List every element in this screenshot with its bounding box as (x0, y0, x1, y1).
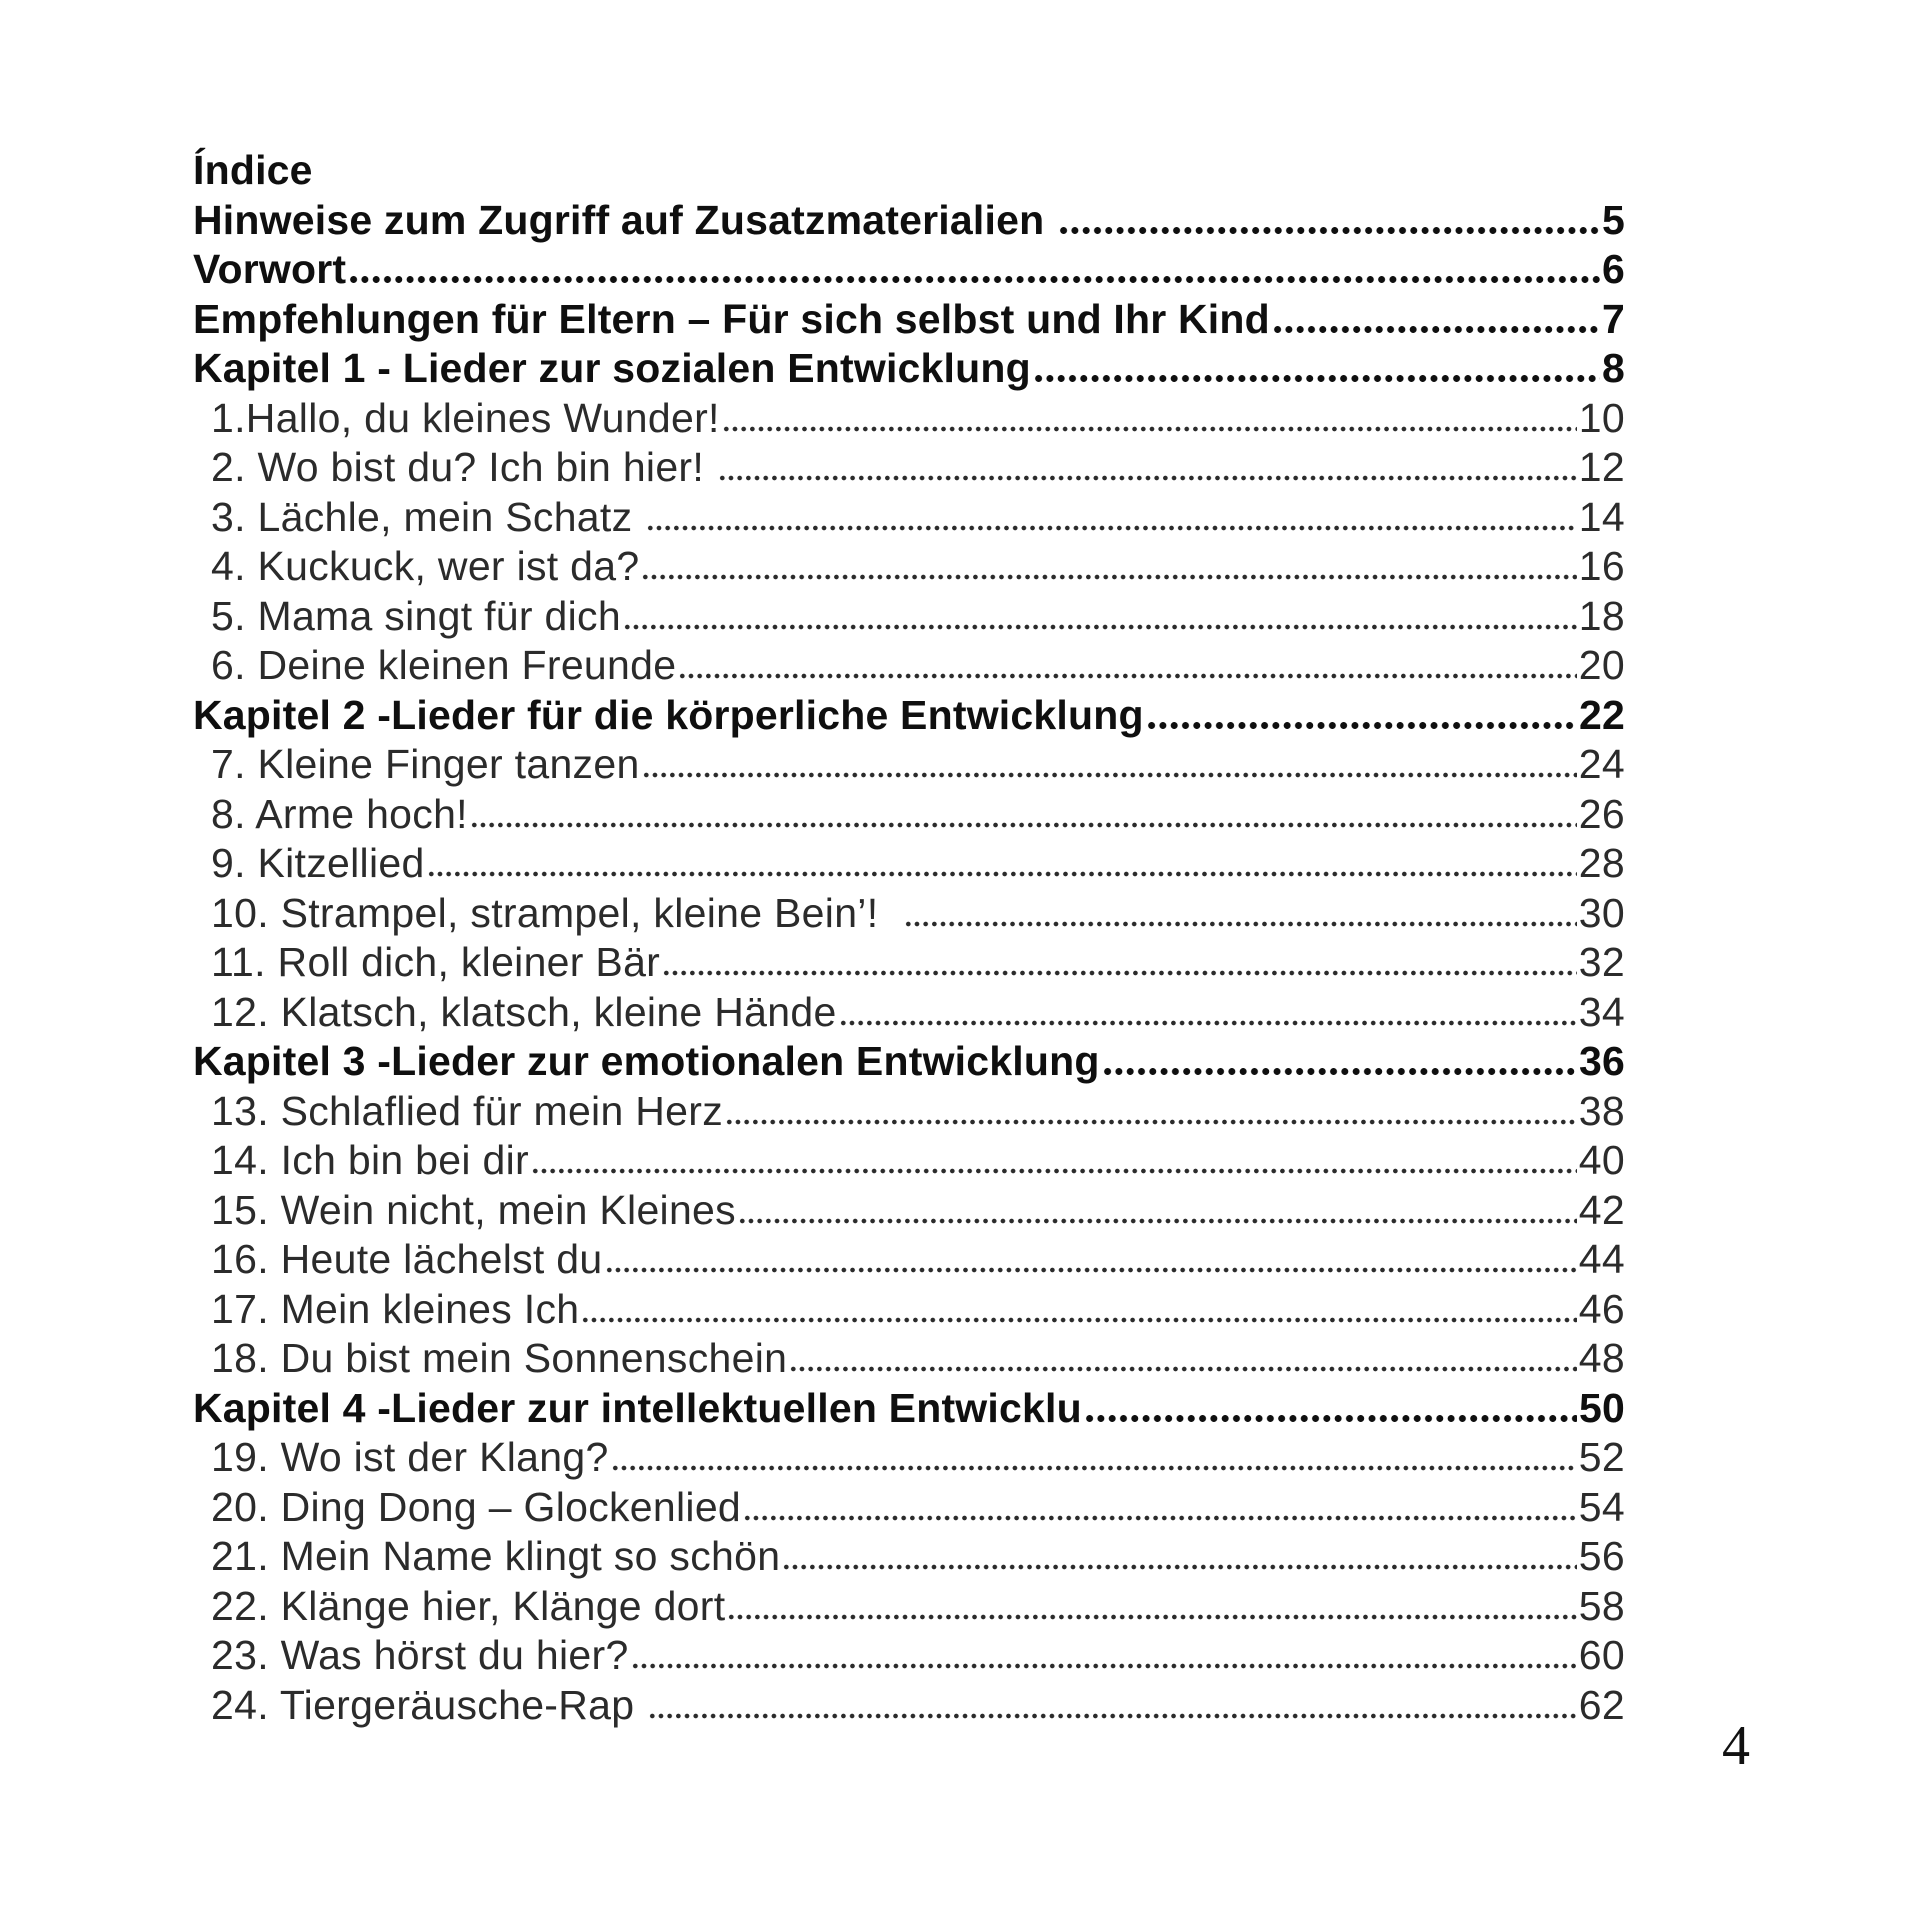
toc-entry-label: 1.Hallo, du kleines Wunder! (211, 394, 720, 441)
dot-leader (662, 970, 1577, 976)
toc-entry-label: 17. Mein kleines Ich (211, 1285, 580, 1332)
toc-entry (193, 1631, 1625, 1681)
toc-entry (193, 641, 1625, 691)
toc-entry-page: 52 (1578, 1434, 1625, 1480)
toc-entry-label: 15. Wein nicht, mein Kleines (211, 1186, 736, 1233)
toc-entry-label: 5. Mama singt für dich (211, 592, 621, 639)
toc-entry-label: 10. Strampel, strampel, kleine Bein’! (211, 889, 902, 936)
toc-entry (193, 1235, 1625, 1285)
toc-entry-list (193, 196, 1625, 1731)
dot-leader (642, 772, 1577, 778)
toc-entry-page: 8 (1601, 345, 1625, 391)
dot-leader (1058, 227, 1600, 234)
toc-entry-page: 44 (1578, 1236, 1625, 1282)
toc-entry (193, 344, 1625, 394)
toc-entry-label: 16. Heute lächelst du (211, 1236, 603, 1282)
toc-entry-page: 38 (1578, 1087, 1625, 1134)
toc-entry (193, 1582, 1625, 1632)
toc-entry (193, 1433, 1625, 1483)
dot-leader (789, 1366, 1577, 1372)
toc-entry (193, 1037, 1625, 1087)
toc-entry-label: Kapitel 2 -Lieder für die körperliche Entwicklung (193, 691, 1144, 738)
dot-leader (641, 574, 1576, 580)
dot-leader (1033, 375, 1600, 382)
toc-title-row (193, 146, 1625, 196)
dot-leader (904, 921, 1577, 927)
dot-leader (611, 1465, 1577, 1471)
dot-leader (470, 822, 1577, 828)
toc-entry (193, 542, 1625, 592)
toc-entry-page: 60 (1578, 1632, 1625, 1678)
toc-entry-page: 6 (1601, 246, 1625, 292)
toc-entry-label: 24. Tiergeräusche-Rap (211, 1681, 647, 1728)
dot-leader (678, 673, 1576, 679)
toc-entry-label: 18. Du bist mein Sonnenschein (211, 1335, 788, 1381)
toc-entry (193, 1384, 1625, 1434)
toc-entry (193, 1136, 1625, 1186)
toc-entry-page: 36 (1578, 1038, 1625, 1084)
toc-entry-label: 8. Arme hoch! (211, 790, 468, 837)
toc-entry-page: 40 (1578, 1137, 1625, 1183)
toc-entry-label: 4. Kuckuck, wer ist da? (211, 543, 640, 589)
toc-entry-label: Empfehlungen für Eltern – Für sich selbst und Ihr Kind (193, 295, 1270, 342)
toc-entry-label: 9. Kitzellied (211, 840, 425, 886)
toc-entry (193, 1334, 1625, 1384)
dot-leader (725, 1119, 1577, 1125)
dot-leader (1272, 326, 1600, 333)
toc-entry-label: Kapitel 4 -Lieder zur intellektuellen Entwicklu (193, 1384, 1082, 1431)
dot-leader (1084, 1415, 1577, 1422)
toc-entry-page: 56 (1578, 1533, 1625, 1579)
toc-entry-label: Vorwort (193, 246, 347, 292)
toc-entry (193, 295, 1625, 345)
dot-leader (782, 1564, 1576, 1570)
toc-entry (193, 1087, 1625, 1137)
toc-entry-label: Hinweise zum Zugriff auf Zusatzmaterialien (193, 196, 1056, 243)
toc-entry-page: 34 (1578, 988, 1625, 1035)
toc-entry-page: 18 (1578, 592, 1625, 639)
toc-entry (193, 196, 1625, 246)
toc-entry-label: 11. Roll dich, kleiner Bär (211, 939, 661, 985)
dot-leader (1146, 722, 1577, 729)
toc-entry (193, 245, 1625, 295)
toc-entry (193, 493, 1625, 543)
dot-leader (581, 1317, 1576, 1323)
toc-entry-label: 6. Deine kleinen Freunde (211, 642, 677, 688)
toc-entry-page: 46 (1578, 1285, 1625, 1332)
toc-entry-page: 32 (1578, 939, 1625, 985)
dot-leader (646, 525, 1577, 531)
dot-leader (718, 475, 1577, 481)
dot-leader (1102, 1068, 1577, 1075)
dot-leader (743, 1515, 1577, 1521)
dot-leader (722, 426, 1577, 432)
toc-entry (193, 592, 1625, 642)
toc-entry-page: 22 (1578, 691, 1625, 738)
toc-entry-label: Kapitel 3 -Lieder zur emotionalen Entwicklung (193, 1038, 1100, 1084)
toc-entry-page: 24 (1578, 741, 1625, 787)
dot-leader (727, 1614, 1576, 1620)
dot-leader (623, 624, 1577, 630)
toc-entry-page: 12 (1578, 444, 1625, 490)
toc-entry-label: 23. Was hörst du hier? (211, 1632, 629, 1678)
toc-entry-page: 14 (1578, 493, 1625, 540)
toc-entry (193, 988, 1625, 1038)
toc-entry-page: 7 (1601, 295, 1625, 342)
toc-entry (193, 1285, 1625, 1335)
toc-entry (193, 938, 1625, 988)
dot-leader (631, 1663, 1577, 1669)
toc-entry (193, 443, 1625, 493)
toc-entry (193, 1532, 1625, 1582)
toc-entry-label: 13. Schlaflied für mein Herz (211, 1087, 724, 1134)
dot-leader (427, 871, 1577, 877)
toc-entry-page: 62 (1578, 1681, 1625, 1728)
toc-entry-label: 7. Kleine Finger tanzen (211, 741, 640, 787)
dot-leader (648, 1713, 1577, 1719)
dot-leader (839, 1020, 1577, 1026)
toc-entry-page: 10 (1578, 394, 1625, 441)
toc-entry-page: 5 (1601, 196, 1625, 243)
toc-entry-label: 12. Klatsch, klatsch, kleine Hände (211, 988, 837, 1035)
toc-entry-page: 20 (1578, 642, 1625, 688)
toc-entry (193, 740, 1625, 790)
dot-leader (348, 276, 1600, 283)
toc-entry (193, 839, 1625, 889)
toc-entry (193, 1681, 1625, 1731)
toc-entry-page: 48 (1578, 1335, 1625, 1381)
toc-entry-label: Kapitel 1 - Lieder zur sozialen Entwicklung (193, 345, 1031, 391)
toc-entry-label: 21. Mein Name klingt so schön (211, 1533, 781, 1579)
toc-entry-label: 20. Ding Dong – Glockenlied (211, 1483, 742, 1530)
toc-entry-label: 19. Wo ist der Klang? (211, 1434, 609, 1480)
toc-entry (193, 889, 1625, 939)
toc-entry-label: 22. Klänge hier, Klänge dort (211, 1582, 726, 1629)
toc-entry (193, 691, 1625, 741)
page-title: Índice (193, 147, 313, 193)
toc-entry (193, 1186, 1625, 1236)
toc-entry-page: 42 (1578, 1186, 1625, 1233)
toc-entry-page: 16 (1578, 543, 1625, 589)
toc-entry-label: 14. Ich bin bei dir (211, 1137, 529, 1183)
toc-entry (193, 790, 1625, 840)
toc-entry-page: 58 (1578, 1582, 1625, 1629)
toc-entry-page: 50 (1578, 1384, 1625, 1431)
dot-leader (531, 1168, 1577, 1174)
toc-entry-page: 30 (1578, 889, 1625, 936)
toc-entry (193, 394, 1625, 444)
table-of-contents (193, 146, 1625, 1730)
page-number: 4 (1722, 1715, 1750, 1777)
toc-entry-page: 54 (1578, 1483, 1625, 1530)
toc-entry-page: 26 (1578, 790, 1625, 837)
toc-entry (193, 1483, 1625, 1533)
toc-entry-label: 2. Wo bist du? Ich bin hier! (211, 444, 716, 490)
dot-leader (738, 1218, 1577, 1224)
toc-entry-page: 28 (1578, 840, 1625, 886)
toc-entry-label: 3. Lächle, mein Schatz (211, 493, 645, 540)
dot-leader (605, 1267, 1577, 1273)
